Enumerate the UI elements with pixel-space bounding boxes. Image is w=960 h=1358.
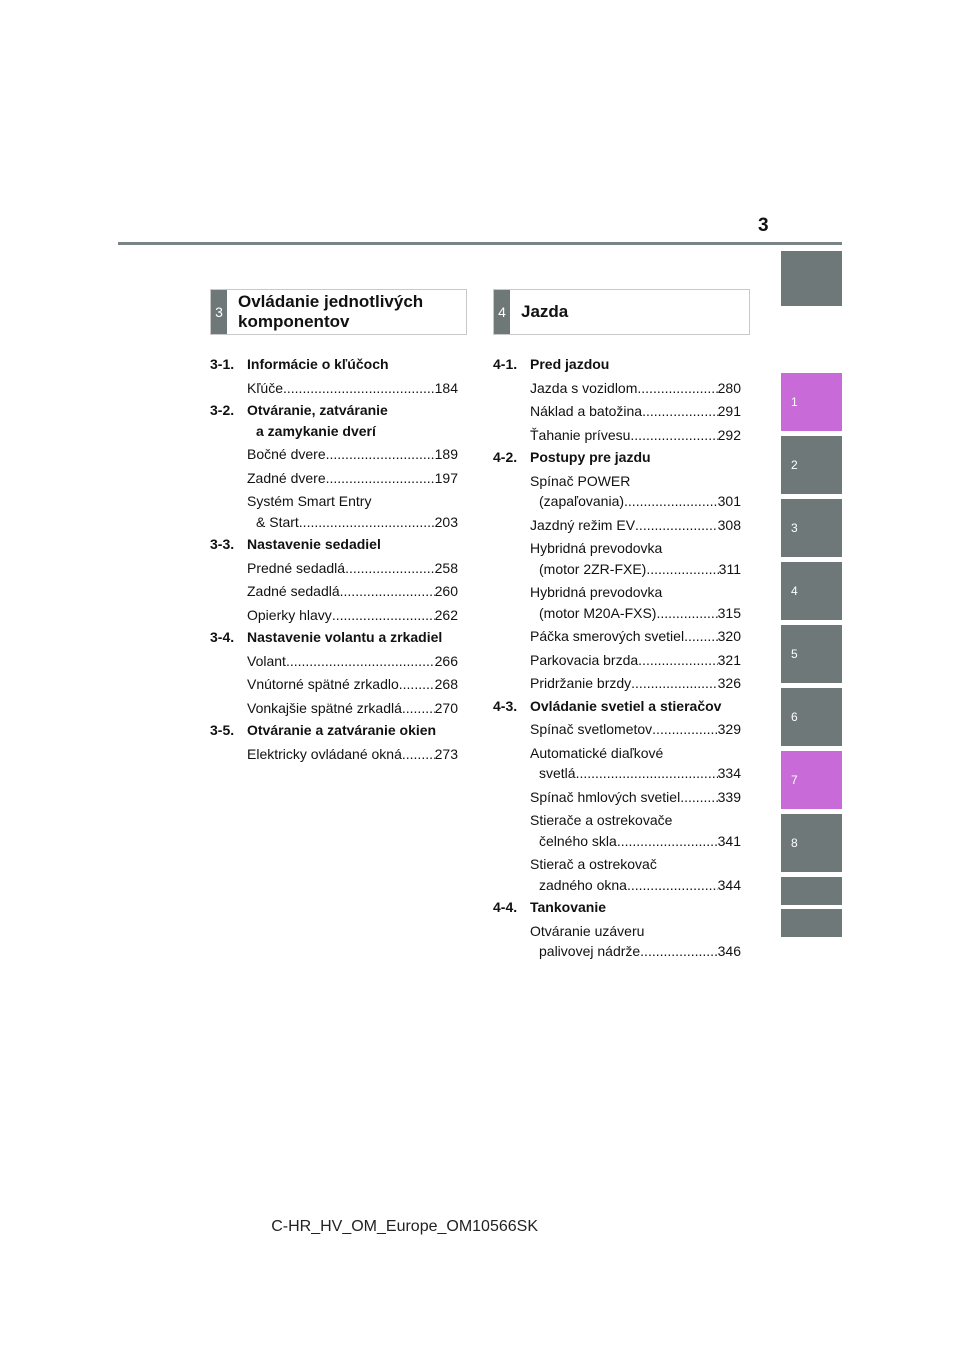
toc-entry-page: 320	[717, 628, 741, 644]
toc-entry-page: 321	[717, 651, 741, 668]
toc-group-title-line: Ovládanie svetiel a stieračov	[530, 697, 722, 714]
toc-group	[493, 354, 741, 445]
toc-group	[493, 897, 741, 962]
toc-entry-label: Jazdný režim EV	[530, 516, 636, 533]
toc-leader-dots	[399, 674, 435, 695]
toc-group-heading	[493, 354, 741, 375]
toc-entry-label: (motor M20A-FXS)	[539, 604, 657, 621]
toc-leader-dots	[680, 787, 717, 808]
toc-entry-row	[530, 515, 741, 536]
chapter-tab-label: 6	[791, 710, 798, 724]
toc-group-title	[247, 720, 458, 741]
toc-entry[interactable]	[210, 558, 458, 579]
toc-entry[interactable]	[493, 378, 741, 399]
toc-entry-page: 268	[434, 676, 458, 692]
toc-entry-page: 311	[718, 560, 741, 577]
toc-entry-label: & Start	[256, 513, 299, 530]
chapter-tab-7[interactable]	[781, 751, 842, 809]
toc-leader-dots	[630, 425, 717, 446]
toc-group-title-line: Postupy pre jazdu	[530, 449, 651, 465]
toc-group-number: 3-2.	[210, 402, 235, 418]
toc-leader-dots	[627, 875, 718, 896]
toc-entry-first-line: Spínač POWER	[530, 472, 631, 489]
toc-leader-dots	[326, 444, 435, 465]
section-title: Jazda	[521, 302, 569, 321]
toc-leader-dots	[283, 378, 435, 399]
toc-entry-first-line: Hybridná prevodovka	[530, 540, 663, 556]
toc-entry-row	[530, 626, 741, 647]
toc-entry[interactable]	[210, 581, 458, 602]
toc-leader-dots	[576, 763, 718, 784]
toc-entry-page: 280	[717, 379, 741, 396]
toc-group-number: 4-2.	[493, 449, 518, 465]
toc-entry-label: Kľúče	[247, 379, 283, 396]
toc-entry-row	[247, 444, 458, 465]
toc-entry-page: 292	[717, 426, 741, 443]
toc-entry-page: 184	[434, 379, 458, 396]
toc-entry-row	[247, 512, 458, 533]
toc-entry[interactable]	[493, 401, 741, 422]
toc-entry[interactable]	[210, 698, 458, 719]
toc-entry-label: Jazda s vozidlom	[530, 379, 638, 396]
toc-group-number: 3-3.	[210, 536, 235, 552]
toc-group-title	[247, 627, 458, 648]
toc-group-title-line: Nastavenie volantu a zrkadiel	[247, 629, 443, 645]
toc-leader-dots	[326, 468, 435, 489]
chapter-tab-label: 7	[791, 773, 798, 787]
toc-leader-dots	[638, 650, 717, 671]
toc-leader-dots	[286, 651, 435, 672]
toc-group-title	[247, 354, 458, 375]
toc-entry-label: Vnútorné spätné zrkadlo	[247, 676, 399, 692]
toc-leader-dots	[652, 719, 717, 740]
toc-group-title	[530, 447, 741, 468]
toc-entry-page: 273	[434, 745, 458, 762]
toc-entry-page: 334	[717, 765, 741, 781]
toc-entry[interactable]	[493, 787, 741, 808]
toc-leader-dots	[631, 673, 717, 694]
toc-leader-dots	[642, 401, 718, 422]
chapter-tab[interactable]	[781, 877, 842, 905]
toc-group-heading	[210, 400, 458, 441]
toc-entry[interactable]	[493, 854, 741, 895]
toc-entry-label: (motor 2ZR-FXE)	[539, 560, 647, 577]
toc-entry-row	[530, 875, 741, 896]
toc-entry[interactable]	[493, 650, 741, 671]
toc-leader-dots	[402, 744, 435, 765]
toc-entry[interactable]	[493, 719, 741, 740]
toc-entry-label: Náklad a batožina	[530, 403, 643, 419]
toc-entry-label: Vonkajšie spätné zrkadlá	[247, 699, 402, 716]
toc-leader-dots	[340, 581, 435, 602]
toc-group-number: 3-5.	[210, 722, 235, 738]
toc-group-heading	[210, 720, 458, 741]
chapter-tab[interactable]	[781, 909, 842, 937]
toc-entry-first-line: Hybridná prevodovka	[530, 584, 663, 600]
toc-group	[210, 400, 458, 532]
toc-entry-row	[247, 468, 458, 489]
chapter-tab-label: 5	[791, 647, 798, 661]
toc-entry-label: Spínač svetlometov	[530, 721, 653, 737]
toc-group-number: 3-1.	[210, 356, 235, 372]
toc-entry-label: Zadné dvere	[247, 469, 326, 486]
chapter-tab-8[interactable]	[781, 814, 842, 872]
toc-entry-label: Volant	[247, 652, 286, 669]
toc-leader-dots	[684, 626, 718, 647]
toc-leader-dots	[637, 378, 717, 399]
toc-entry-row	[247, 674, 458, 695]
toc-entry-label: Predné sedadlá	[247, 559, 346, 576]
toc-entry-page: 262	[434, 606, 458, 623]
toc-group-number: 3-4.	[210, 629, 235, 645]
chapter-tab-4[interactable]	[781, 562, 842, 620]
toc-entry-page: 203	[434, 513, 458, 530]
toc-entry-label: Opierky hlavy	[247, 606, 332, 623]
toc-entry-row	[530, 719, 741, 740]
toc-column-4	[493, 352, 741, 962]
toc-entry-page: 189	[434, 446, 458, 462]
toc-entry-row	[530, 603, 741, 624]
toc-entry[interactable]	[493, 582, 741, 623]
toc-entry-page: 315	[717, 604, 741, 621]
toc-entry[interactable]	[210, 651, 458, 672]
chapter-tab[interactable]	[781, 251, 842, 306]
toc-entry-first-line: Stierače a ostrekovače	[530, 812, 673, 828]
toc-group-title	[530, 696, 741, 717]
toc-group-heading	[493, 696, 741, 717]
toc-entry-row	[247, 581, 458, 602]
toc-leader-dots	[624, 491, 718, 512]
toc-entry-row	[530, 378, 741, 399]
toc-entry-row	[247, 558, 458, 579]
chapter-tab-2[interactable]	[781, 436, 842, 494]
toc-entry[interactable]	[210, 744, 458, 765]
chapter-tab-label: 4	[791, 584, 798, 598]
document-footer: C-HR_HV_OM_Europe_OM10566SK	[271, 1218, 538, 1235]
toc-entry-label: svetlá	[539, 765, 576, 781]
toc-entry-label: Parkovacia brzda	[530, 651, 639, 668]
toc-group-title-line: Otváranie a zatváranie okien	[247, 722, 437, 738]
toc-entry[interactable]	[493, 515, 741, 536]
toc-group-title-line: Otváranie, zatváranie	[247, 402, 388, 418]
toc-entry-row	[247, 698, 458, 719]
toc-entry-page: 308	[717, 516, 741, 533]
toc-entry[interactable]	[210, 605, 458, 626]
toc-entry-page: 341	[717, 832, 741, 849]
toc-entry-row	[530, 673, 741, 694]
toc-entry[interactable]	[493, 471, 741, 512]
toc-entry-page: 266	[434, 652, 458, 669]
toc-leader-dots	[402, 698, 435, 719]
toc-entry-row	[530, 559, 741, 580]
toc-group-title-line: Tankovanie	[530, 899, 606, 915]
chapter-tab-label: 8	[791, 836, 798, 850]
toc-group-heading	[210, 354, 458, 375]
toc-group	[210, 627, 458, 718]
toc-group-title	[530, 897, 741, 918]
toc-group-heading	[493, 897, 741, 918]
toc-entry-page: 326	[717, 675, 741, 691]
toc-leader-dots	[635, 515, 718, 536]
toc-entry-label: Pridržanie brzdy	[530, 675, 632, 691]
toc-entry[interactable]	[210, 444, 458, 465]
section-title: Ovládanie jednotlivých komponentov	[238, 292, 424, 331]
toc-entry-row	[247, 605, 458, 626]
toc-group-title-line: Pred jazdou	[530, 356, 610, 372]
toc-entry-label: Zadné sedadlá	[247, 583, 340, 599]
toc-entry-row	[530, 650, 741, 671]
toc-leader-dots	[617, 831, 718, 852]
toc-entry-page: 301	[717, 493, 741, 509]
toc-entry-first-line: Automatické diaľkové	[530, 744, 664, 761]
header-rule	[118, 242, 842, 245]
section-header-4	[493, 289, 750, 335]
toc-entry-row	[530, 941, 741, 962]
toc-group	[210, 720, 458, 764]
toc-group-title	[247, 400, 458, 441]
toc-group-title-line: Informácie o kľúčoch	[247, 356, 389, 372]
toc-entry-label: Spínač hmlových svetiel	[530, 788, 681, 805]
toc-group	[493, 696, 741, 896]
toc-group-heading	[210, 627, 458, 648]
toc-group-heading	[493, 447, 741, 468]
toc-entry-first-line: Otváranie uzáveru	[530, 922, 645, 939]
toc-entry[interactable]	[210, 674, 458, 695]
toc-entry-row	[530, 401, 741, 422]
chapter-tab-6[interactable]	[781, 688, 842, 746]
toc-entry-page: 346	[717, 943, 741, 959]
toc-group-title-line: a zamykanie dverí	[256, 422, 376, 439]
toc-entry[interactable]	[493, 538, 741, 579]
toc-group	[210, 354, 458, 398]
toc-group-heading	[210, 534, 458, 555]
toc-entry[interactable]	[210, 378, 458, 399]
toc-group-title	[530, 354, 741, 375]
toc-group-title	[247, 534, 458, 555]
toc-entry-label: Ťahanie prívesu	[530, 426, 631, 443]
chapter-tab-label: 2	[791, 458, 798, 472]
toc-entry-row	[247, 651, 458, 672]
toc-entry-label: (zapaľovania)	[539, 493, 625, 509]
toc-leader-dots	[299, 512, 435, 533]
toc-entry-page: 291	[717, 403, 741, 419]
toc-entry-page: 197	[434, 469, 458, 486]
toc-entry-page: 258	[434, 559, 458, 576]
chapter-tab-5[interactable]	[781, 625, 842, 683]
toc-entry[interactable]	[210, 468, 458, 489]
section-number: 4	[494, 290, 510, 334]
toc-entry[interactable]	[493, 921, 741, 962]
toc-entry-page: 270	[434, 699, 458, 716]
toc-group-number: 4-4.	[493, 899, 518, 915]
toc-entry-page: 344	[717, 876, 741, 893]
toc-entry[interactable]	[493, 810, 741, 851]
page-number: 3	[758, 215, 769, 236]
toc-entry[interactable]	[493, 626, 741, 647]
toc-entry-page: 329	[717, 721, 741, 737]
toc-entry[interactable]	[493, 425, 741, 446]
toc-entry[interactable]	[493, 673, 741, 694]
toc-entry-row	[530, 491, 741, 512]
chapter-tab-3[interactable]	[781, 499, 842, 557]
toc-entry-page: 339	[717, 788, 741, 805]
toc-group-title-line: Nastavenie sedadiel	[247, 536, 381, 552]
toc-entry-row	[247, 744, 458, 765]
toc-leader-dots	[332, 605, 435, 626]
toc-entry-first-line: Systém Smart Entry	[247, 493, 372, 509]
chapter-tab-1[interactable]	[781, 373, 842, 431]
toc-group	[493, 447, 741, 694]
toc-entry-label: Páčka smerových svetiel	[530, 628, 685, 644]
toc-entry-label: zadného okna	[539, 876, 627, 893]
toc-entry[interactable]	[493, 743, 741, 784]
toc-column-3	[210, 352, 458, 764]
toc-entry-row	[530, 831, 741, 852]
section-number: 3	[211, 290, 227, 334]
toc-group-number: 4-1.	[493, 356, 518, 372]
toc-entry-first-line: Stierač a ostrekovač	[530, 856, 657, 872]
toc-entry-label: Bočné dvere	[247, 446, 326, 462]
toc-entry-label: palivovej nádrže	[539, 943, 641, 959]
toc-entry-label: čelného skla	[539, 832, 617, 849]
toc-entry-row	[530, 425, 741, 446]
chapter-tab-label: 1	[791, 395, 798, 409]
toc-leader-dots	[640, 941, 717, 962]
toc-group	[210, 534, 458, 625]
toc-entry-row	[247, 378, 458, 399]
toc-leader-dots	[656, 603, 717, 624]
section-header-3	[210, 289, 467, 335]
toc-entry[interactable]	[210, 491, 458, 532]
toc-entry-page: 260	[434, 583, 458, 599]
toc-leader-dots	[646, 559, 718, 580]
toc-entry-row	[530, 763, 741, 784]
toc-entry-label: Elektricky ovládané okná	[247, 745, 402, 762]
toc-group-number: 4-3.	[493, 697, 518, 714]
toc-leader-dots	[345, 558, 435, 579]
chapter-tab-label: 3	[791, 521, 798, 535]
toc-entry-row	[530, 787, 741, 808]
